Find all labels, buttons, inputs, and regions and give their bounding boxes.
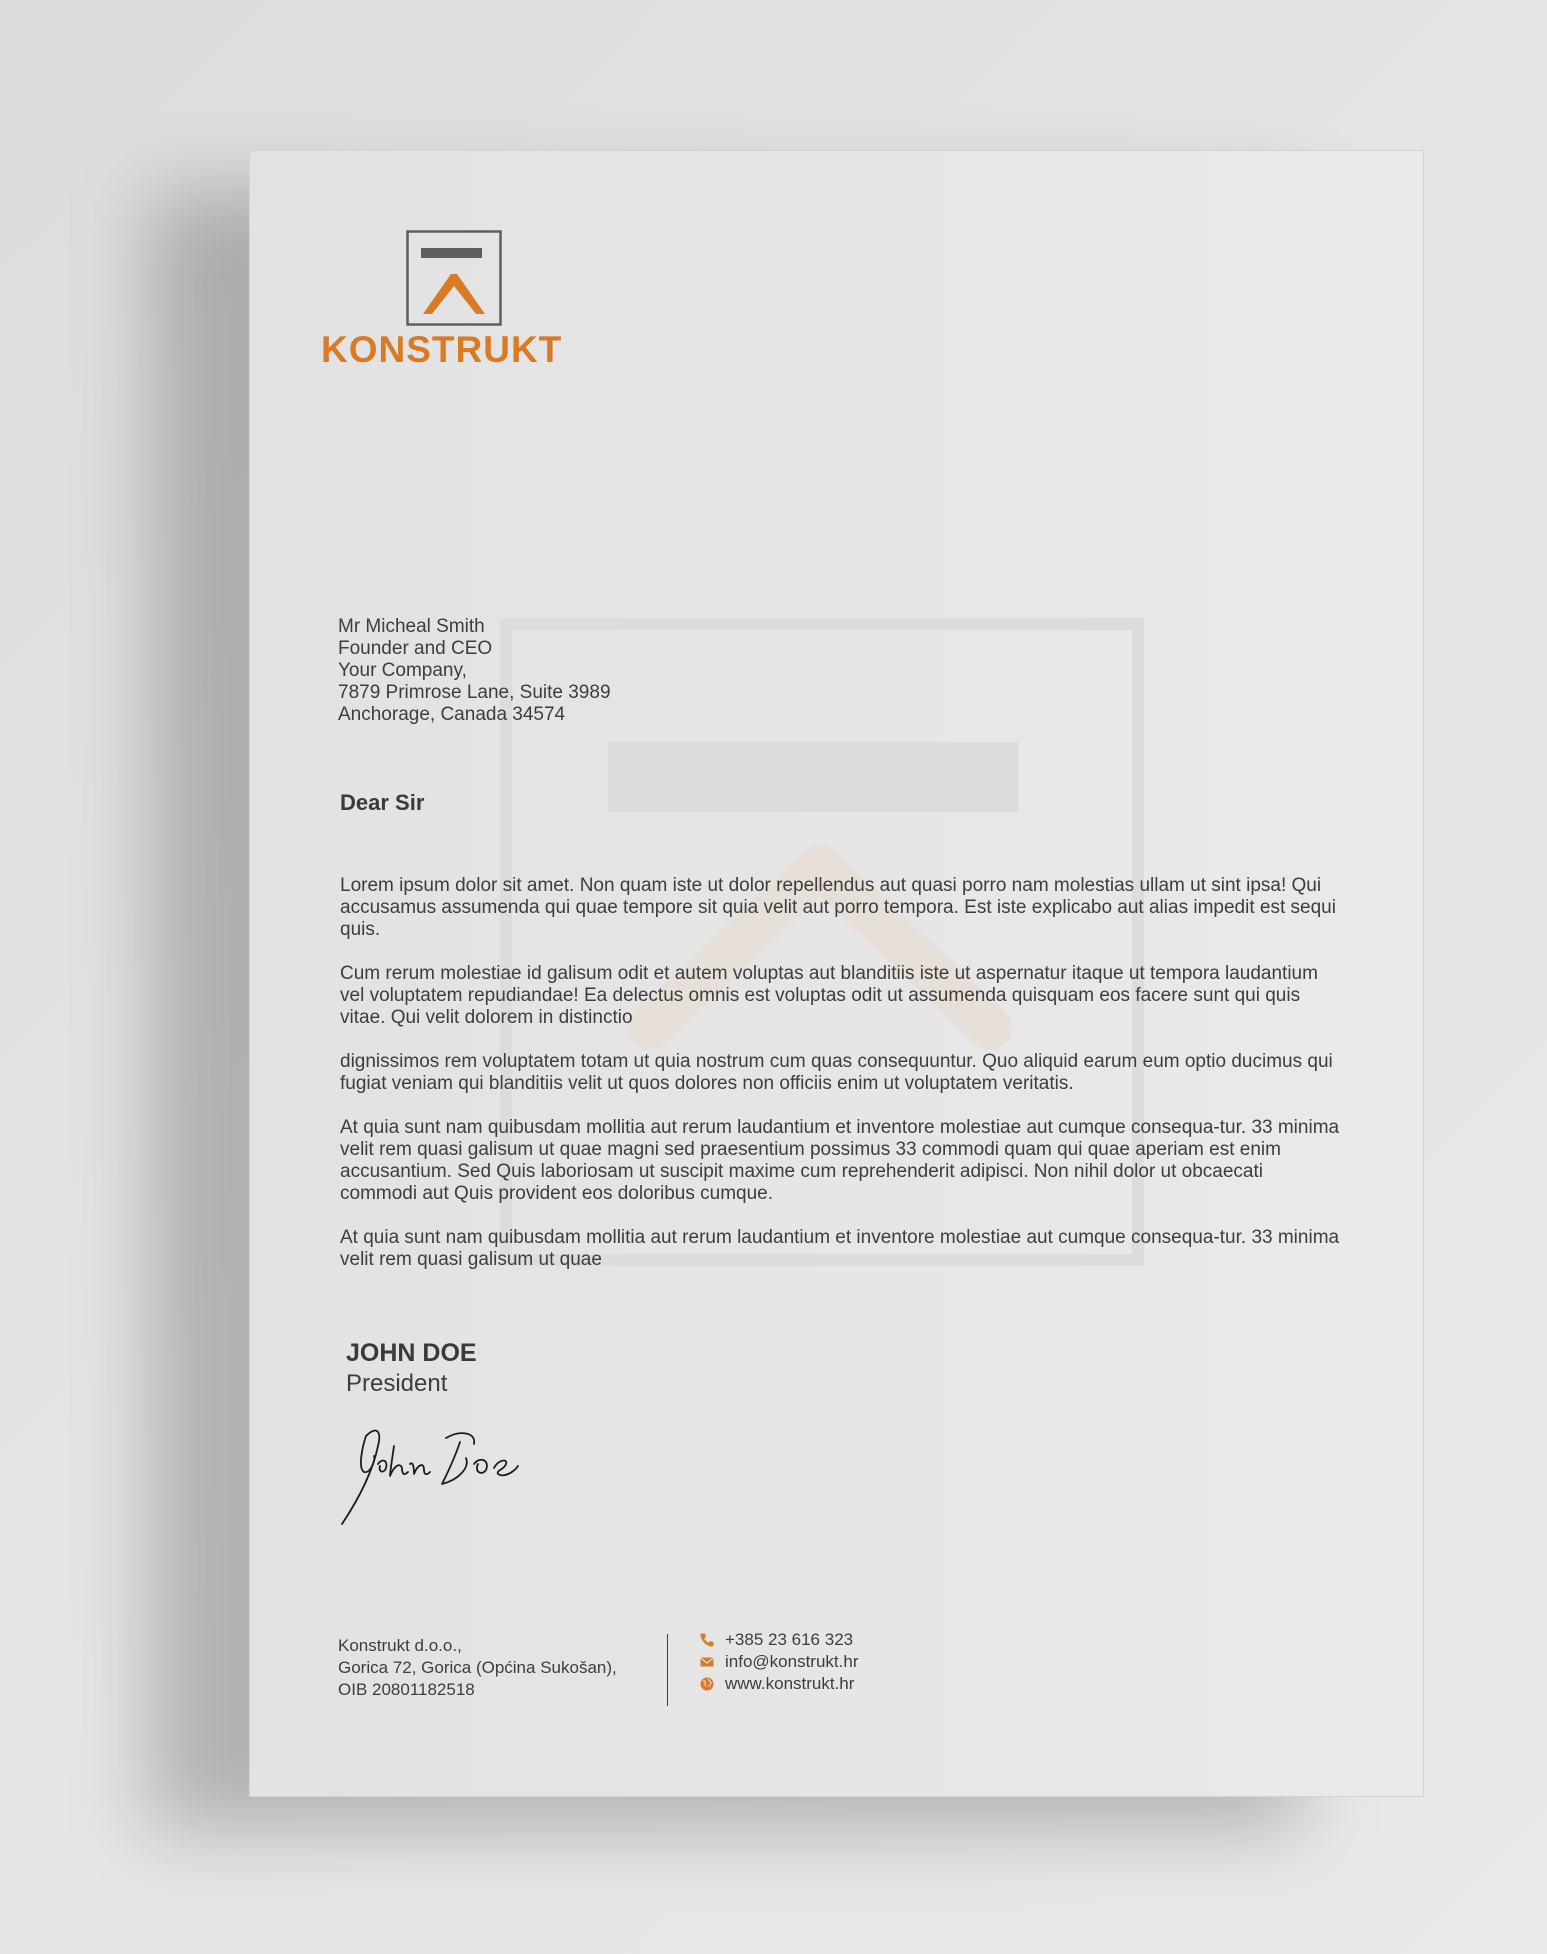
body-paragraph: At quia sunt nam quibusdam mollitia aut rerum laudantium et inventore molestiae aut cumque consequa-tur. 33 minima velit rem quasi galisum ut quae magni sed praesentium possimus 33 commodi quam qui quae aperiam est enim accusantium. Sed Quis laboriosam ut suscipit maxime cum reprehenderit adipisci. Non nihil dolor ut obcaecati commodi aut Quis provident eos doloribus cumque. — [340, 1117, 1340, 1204]
footer-company-address: Gorica 72, Gorica (Općina Sukošan), — [338, 1658, 617, 1677]
contact-phone-text: +385 23 616 323 — [725, 1630, 854, 1649]
letterhead-page — [249, 150, 1424, 1797]
recipient-name: Mr Micheal Smith — [338, 616, 485, 637]
signer-name: JOHN DOE — [346, 1339, 477, 1367]
body-paragraph: At quia sunt nam quibusdam mollitia aut rerum laudantium et inventore molestiae aut cumque consequa-tur. 33 minima velit rem quasi galisum ut quae — [340, 1227, 1340, 1270]
globe-icon — [699, 1676, 715, 1692]
konstrukt-logo-icon — [406, 230, 502, 326]
contact-website — [699, 1673, 858, 1695]
letter-greeting: Dear Sir — [340, 790, 425, 815]
body-paragraph: Cum rerum molestiae id galisum odit et autem voluptas aut blanditiis iste ut aspernatur itaque ut tempora laudantium vel voluptatem repudiandae! Ea delectus omnis est voluptas odit ut assumenda quisquam eos facere sunt qui quis vitae. Qui velit dolorem in distinctio — [340, 963, 1318, 1028]
contact-email — [699, 1651, 858, 1673]
footer-contacts — [699, 1629, 858, 1695]
footer-company-name: Konstrukt d.o.o., — [338, 1636, 462, 1655]
signer-title: President — [346, 1370, 448, 1397]
body-paragraph: dignissimos rem voluptatem totam ut quia nostrum cum quas consequuntur. Quo aliquid earum eum optio ducimus qui fugiat veniam qui blanditiis velit ut quos dolores non officiis enim ut voluptatem veritatis. — [340, 1051, 1333, 1094]
footer-divider — [667, 1634, 668, 1706]
footer-company-info — [338, 1635, 617, 1701]
recipient-address — [338, 616, 611, 726]
body-paragraph: Lorem ipsum dolor sit amet. Non quam iste ut dolor repellendus aut quasi porro nam molestias ullam ut sint ipsa! Qui accusamus assumenda qui quae tempore sit quia velit aut porro tempora. Est iste explicabo aut alias impedit est sequi quis. — [340, 875, 1336, 940]
phone-icon — [699, 1632, 715, 1648]
contact-website-text: www.konstrukt.hr — [725, 1674, 855, 1693]
envelope-icon — [699, 1654, 715, 1670]
footer-company-oib: OIB 20801182518 — [338, 1680, 475, 1699]
company-logo — [321, 230, 593, 370]
recipient-address-line1: 7879 Primrose Lane, Suite 3989 — [338, 682, 611, 703]
contact-email-text: info@konstrukt.hr — [725, 1652, 859, 1671]
recipient-company: Your Company, — [338, 660, 467, 681]
logo-wordmark: KONSTRUKT — [321, 329, 563, 370]
letter-body — [340, 875, 1340, 1293]
contact-phone — [699, 1629, 858, 1651]
handwritten-signature-icon — [338, 1416, 538, 1526]
recipient-address-line2: Anchorage, Canada 34574 — [338, 704, 566, 725]
recipient-title: Founder and CEO — [338, 638, 493, 659]
